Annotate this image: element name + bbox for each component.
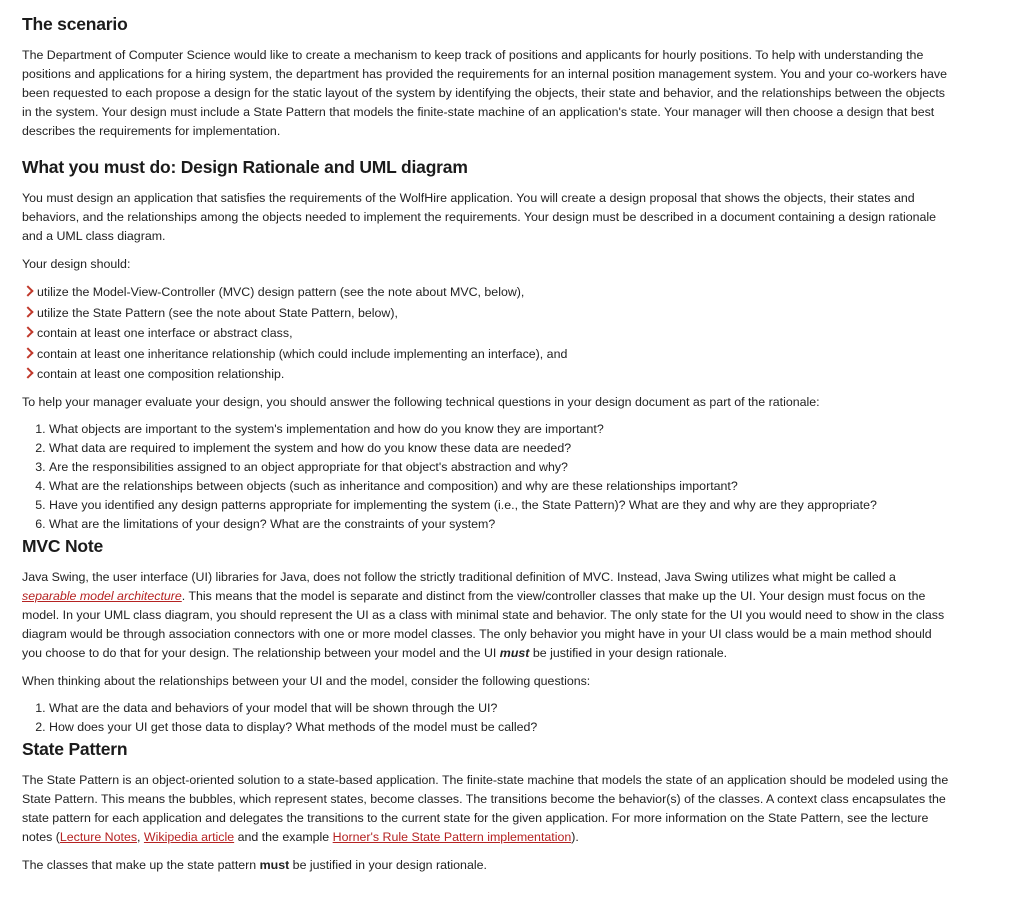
mvc-heading: MVC Note (22, 535, 104, 556)
list-item: 1. What are the data and behaviors of your model that will be shown through the UI? (49, 699, 952, 718)
design-should-paragraph: Your design should: (22, 257, 131, 271)
list-item: 2. What data are required to implement the system and how do you know these data are needed? (49, 439, 952, 458)
list-item: 1. What objects are important to the system's implementation and how do you know they are important? (49, 420, 952, 439)
list-item: contain at least one inheritance relationship (which could include implementing an interface), and (22, 344, 952, 365)
list-item: utilize the Model-View-Controller (MVC) design pattern (see the note about MVC, below), (22, 282, 952, 303)
chevron-right-icon (22, 367, 33, 378)
design-heading: What you must do: Design Rationale and UML diagram (22, 157, 468, 177)
list-item: utilize the State Pattern (see the note about State Pattern, below), (22, 303, 952, 324)
list-item: 6. What are the limitations of your design? What are the constraints of your system? (49, 515, 952, 534)
wikipedia-article-link[interactable]: Wikipedia article (143, 829, 235, 844)
state-pattern-heading: State Pattern (22, 738, 128, 759)
list-item: 5. Have you identified any design patterns appropriate for implementing the system (i.e., the State Pattern)? What are they and why are they appropriate? (49, 496, 952, 515)
mvc-questions-list (22, 699, 952, 737)
horners-rule-link[interactable]: Horner's Rule State Pattern implementation (332, 829, 572, 844)
state-pattern-justification: The classes that make up the state pattern must be justified in your design rationale. (22, 857, 487, 872)
list-item: 2. How does your UI get those data to display? What methods of the model must be called? (49, 718, 952, 737)
chevron-right-icon (22, 285, 33, 296)
chevron-right-icon (22, 326, 33, 337)
separable-model-architecture-link[interactable]: separable model architecture (22, 588, 182, 603)
scenario-paragraph: The Department of Computer Science would like to create a mechanism to keep track of positions and applicants for hourly positions. To help with understanding the positions and applications for a hiring system, the department has provided the requirements for an internal position management system. You and your co-workers have been requested to each propose a design for the static layout of the system by identifying the objects, their state and behavior, and the relationships between the objects in the system. Your design must include a State Pattern that models the finite-state machine of an application's state. Your manager will then choose a design that best describes the requirements for implementation. (22, 48, 947, 138)
list-item: 3. Are the responsibilities assigned to an object appropriate for that object's abstraction and why? (49, 458, 952, 477)
design-rationale-paragraph: To help your manager evaluate your design, you should answer the following technical questions in your design document as part of the rationale: (22, 394, 820, 409)
lecture-notes-link[interactable]: Lecture Notes (59, 829, 138, 844)
design-intro-paragraph: You must design an application that satisfies the requirements of the WolfHire application. You will create a design proposal that shows the objects, their states and behaviors, and the relationships among the objects needed to implement the requirements. Your design must be described in a document containing a design rationale and a UML class diagram. (22, 191, 937, 243)
state-pattern-paragraph: The State Pattern is an object-oriented solution to a state-based application. The finite-state machine that models the state of an application should be modeled using the State Pattern. This means the bubbles, which represent states, become classes. The transitions become the behavior(s) of the classes. A context class encapsulates the state pattern for each application and delegates the transitions to the current state for the given application. For more information on the State Pattern, see the lecture notes (Lecture Notes, Wikipedia article and the example Horner's Rule State Pattern implementation). (22, 772, 949, 844)
technical-questions-list (22, 420, 952, 534)
scenario-heading: The scenario (22, 14, 128, 34)
mvc-paragraph: Java Swing, the user interface (UI) libraries for Java, does not follow the strictly traditional definition of MVC. Instead, Java Swing utilizes what might be called a separable model architecture. This means that the model is separate and distinct from the view/controller classes that make up the UI. Your design must focus on the model. In your UML class diagram, you should represent the UI as a class with minimal state and behavior. The only state for the UI you would need to show in the class diagram would be through association connectors with one or more model classes. The only behavior you might have in your UI class would be a main method should you choose to do that for your design. The relationship between your model and the UI must be justified in your design rationale. (22, 569, 945, 660)
mvc-questions-intro: When thinking about the relationships between your UI and the model, consider the following questions: (22, 673, 591, 688)
design-requirements-list (22, 282, 952, 385)
chevron-right-icon (22, 347, 33, 358)
list-item: contain at least one composition relationship. (22, 364, 952, 385)
chevron-right-icon (22, 306, 33, 317)
list-item: 4. What are the relationships between objects (such as inheritance and composition) and why are these relationships important? (49, 477, 952, 496)
list-item: contain at least one interface or abstract class, (22, 323, 952, 344)
